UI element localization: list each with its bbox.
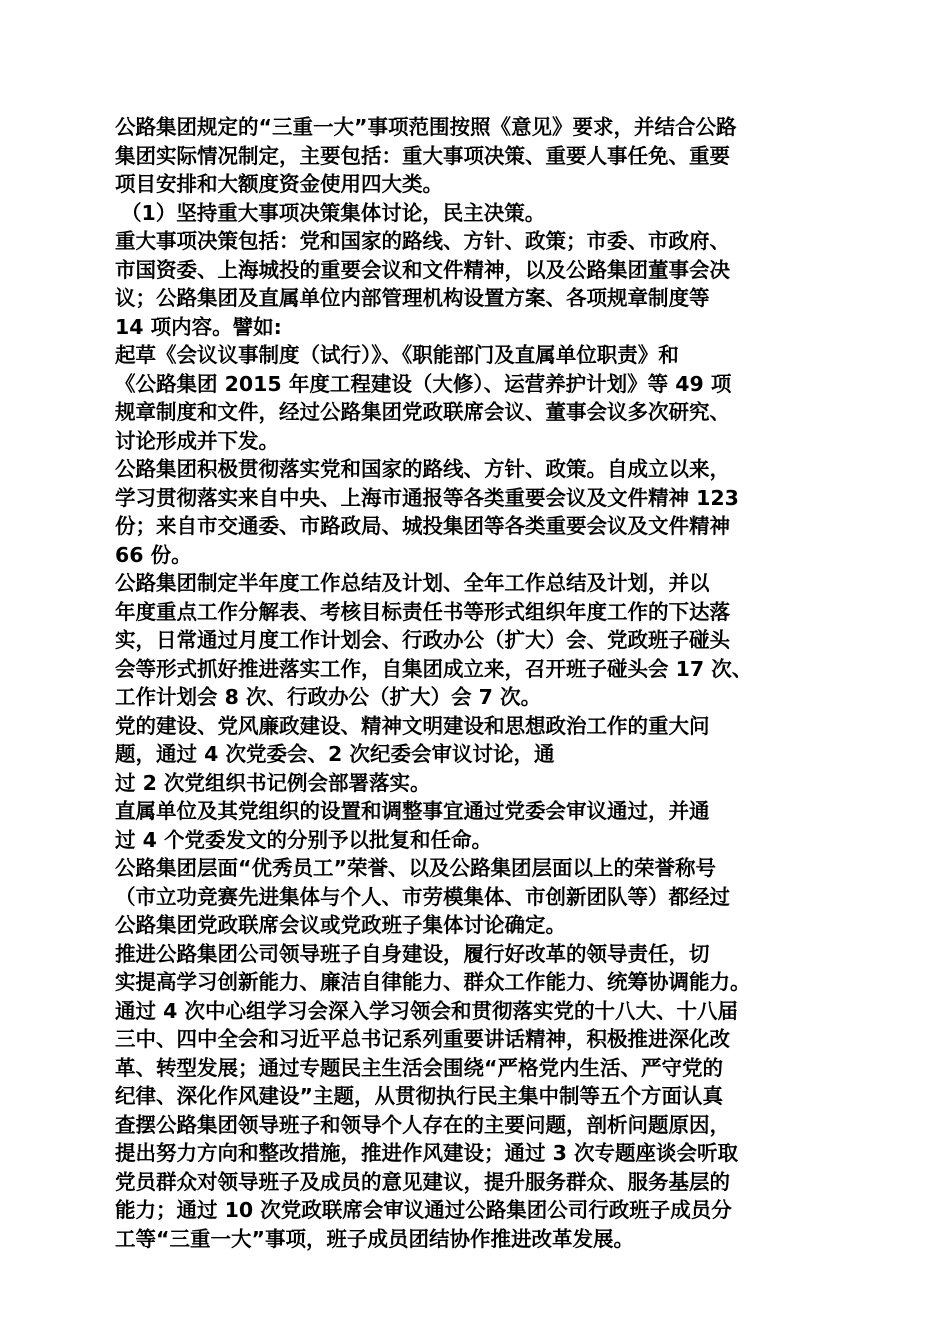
- text-line: 《公路集团 2015 年度工程建设（大修）、运营养护计划》等 49 项: [115, 371, 732, 396]
- text-line: 推进公路集团公司领导班子自身建设，履行好改革的领导责任，切: [115, 941, 710, 966]
- text-line: 市国资委、上海城投的重要会议和文件精神，以及公路集团董事会决: [115, 257, 730, 282]
- text-line: 党的建设、党风廉政建设、精神文明建设和思想政治工作的重大问: [115, 713, 710, 738]
- text-line: 过 2 次党组织书记例会部署落实。: [115, 770, 431, 795]
- text-line: 实，日常通过月度工作计划会、行政办公（扩大）会、党政班子碰头: [115, 628, 730, 652]
- text-line: 工作计划会 8 次、行政办公（扩大）会 7 次。: [115, 685, 542, 709]
- text-line: 公路集团积极贯彻落实党和国家的路线、方针、政策。自成立以来，: [115, 457, 730, 481]
- text-line: 实提高学习创新能力、廉洁自律能力、群众工作能力、统筹协调能力。: [115, 970, 751, 994]
- section-heading: （1）坚持重大事项决策集体讨论，民主决策。: [121, 200, 546, 225]
- text-line: 纪律、深化作风建设”主题，从贯彻执行民主集中制等五个方面认真: [115, 1084, 723, 1108]
- text-line: 讨论形成并下发。: [115, 428, 279, 453]
- text-line: 查摆公路集团领导班子和领导个人存在的主要问题，剖析问题原因，: [115, 1112, 730, 1137]
- text-line: 工等“三重一大”事项，班子成员团结协作推进改革发展。: [115, 1226, 634, 1251]
- text-line: 重大事项决策包括：党和国家的路线、方针、政策；市委、市政府、: [115, 229, 730, 253]
- document-body: [115, 113, 840, 1253]
- text-line: 学习贯彻落实来自中央、上海市通报等各类重要会议及文件精神 123: [115, 485, 739, 510]
- text-line: 会等形式抓好推进落实工作，自集团成立来，召开班子碰头会 17 次、: [115, 656, 753, 681]
- text-line: 通过 4 次中心组学习会深入学习领会和贯彻落实党的十八大、十八届: [115, 998, 739, 1023]
- text-line: 议；公路集团及直属单位内部管理机构设置方案、各项规章制度等: [115, 286, 710, 310]
- text-line: 公路集团层面“优秀员工”荣誉、以及公路集团层面以上的荣誉称号: [115, 856, 716, 880]
- text-line: （市立功竞赛先进集体与个人、市劳模集体、市创新团队等）都经过: [115, 884, 730, 909]
- text-line: 集团实际情况制定，主要包括：重大事项决策、重要人事任免、重要: [115, 143, 730, 168]
- text-line: 66 份。: [115, 542, 192, 567]
- text-line: 公路集团制定半年度工作总结及计划、全年工作总结及计划，并以: [115, 571, 710, 595]
- text-line: 年度重点工作分解表、考核目标责任书等形式组织年度工作的下达落: [115, 599, 730, 624]
- text-line: 革、转型发展；通过专题民主生活会围绕“严格党内生活、严守党的: [115, 1055, 723, 1080]
- text-line: 起草《会议议事制度（试行）》、《职能部门及直属单位职责》和: [115, 343, 679, 367]
- text-line: 直属单位及其党组织的设置和调整事宜通过党委会审议通过，并通: [115, 799, 710, 823]
- text-line: 公路集团党政联席会议或党政班子集体讨论确定。: [115, 913, 566, 937]
- text-line: 14 项内容。譬如:: [115, 314, 282, 339]
- text-line: 党员群众对领导班子及成员的意见建议，提升服务群众、服务基层的: [115, 1169, 730, 1194]
- text-line: 项目安排和大额度资金使用四大类。: [115, 172, 443, 196]
- text-line: 规章制度和文件，经过公路集团党政联席会议、董事会议多次研究、: [115, 400, 730, 424]
- text-line: 提出努力方向和整改措施，推进作风建设；通过 3 次专题座谈会听取: [115, 1141, 739, 1165]
- text-line: 公路集团规定的“三重一大”事项范围按照《意见》要求，并结合公路: [115, 115, 737, 139]
- text-line: 份；来自市交通委、市路政局、城投集团等各类重要会议及文件精神: [115, 514, 730, 538]
- text-line: 能力；通过 10 次党政联席会审议通过公路集团公司行政班子成员分: [115, 1198, 732, 1222]
- text-line: 题，通过 4 次党委会、2 次纪委会审议讨论，通: [115, 742, 555, 766]
- text-line: 过 4 个党委发文的分别予以批复和任命。: [115, 827, 493, 852]
- text-line: 三中、四中全会和习近平总书记系列重要讲话精神，积极推进深化改: [115, 1027, 730, 1051]
